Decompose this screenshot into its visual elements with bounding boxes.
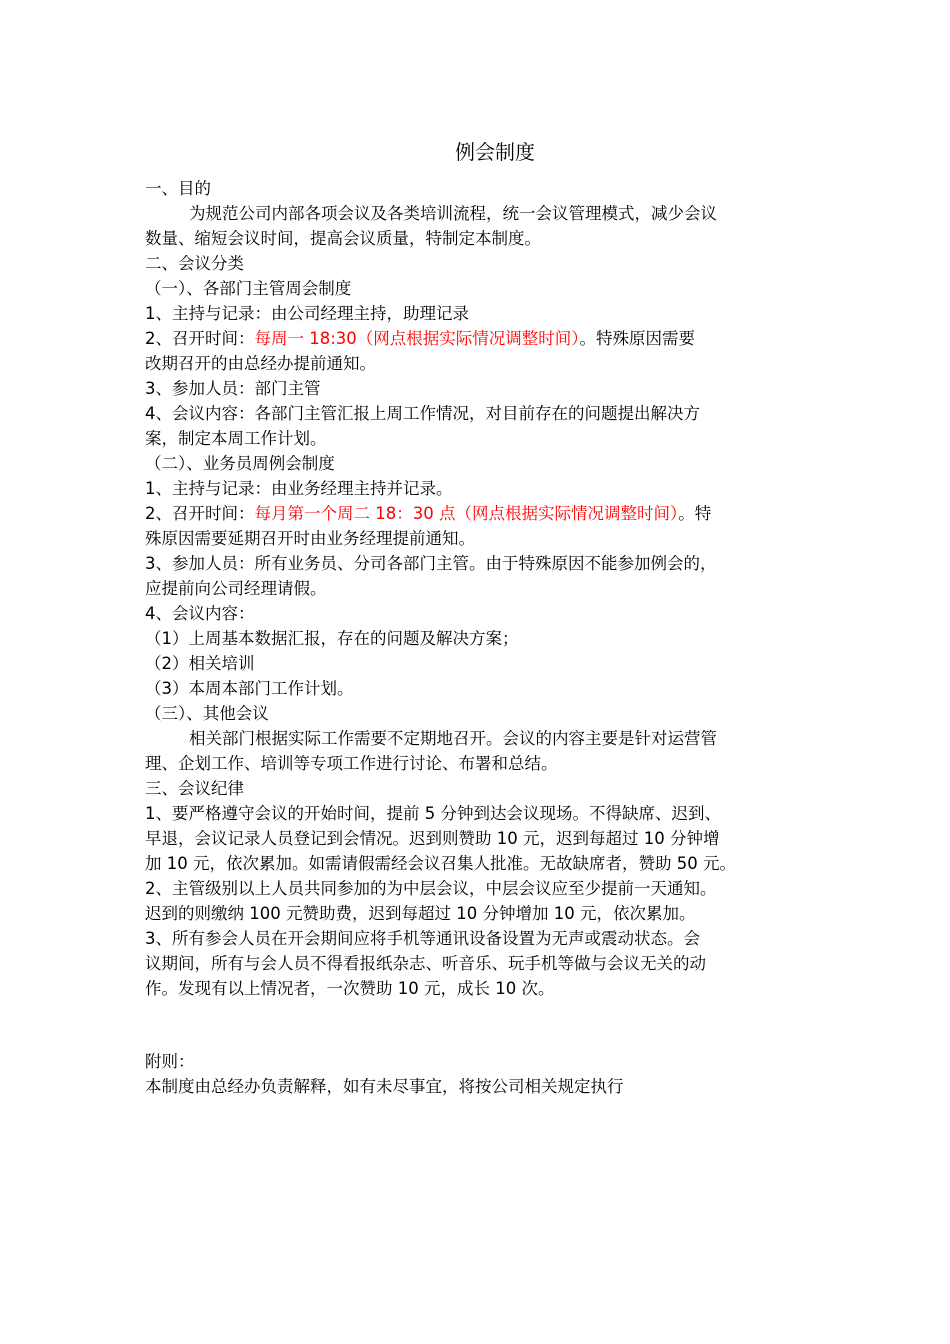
text-span: 。特殊原因需要 <box>579 329 696 348</box>
paragraph-line: 议期间，所有与会人员不得看报纸杂志、听音乐、玩手机等做与会议无关的动 <box>145 954 706 973</box>
paragraph-line <box>145 326 815 351</box>
document-page <box>145 138 815 1099</box>
paragraph-line: 改期召开的由总经办提前通知。 <box>145 354 376 373</box>
paragraph-line: 殊原因需要延期召开时由业务经理提前通知。 <box>145 529 475 548</box>
text-span: 。特 <box>678 504 712 523</box>
paragraph-line: 案，制定本周工作计划。 <box>145 429 327 448</box>
subsection-heading: （二）、业务员周例会制度 <box>145 454 335 473</box>
spacer <box>145 1001 815 1049</box>
document-title: 例会制度 <box>455 140 535 164</box>
paragraph-line <box>145 501 815 526</box>
paragraph-line: 迟到的则缴纳 100 元赞助费，迟到每超过 10 分钟增加 10 元，依次累加。 <box>145 904 696 923</box>
paragraph-line: 为规范公司内部各项会议及各类培训流程，统一会议管理模式，减少会议 <box>189 204 717 223</box>
section-heading-categories: 二、会议分类 <box>145 254 244 273</box>
highlighted-time: 每月第一个周二 18：30 点（网点根据实际情况调整时间） <box>254 504 679 523</box>
paragraph-line: 1、主持与记录：由业务经理主持并记录。 <box>145 479 453 498</box>
section-heading-discipline: 三、会议纪律 <box>145 779 244 798</box>
paragraph-line: 数量、缩短会议时间，提高会议质量，特制定本制度。 <box>145 229 541 248</box>
paragraph-line: 相关部门根据实际工作需要不定期地召开。会议的内容主要是针对运营管 <box>189 729 717 748</box>
list-item: （1）上周基本数据汇报，存在的问题及解决方案； <box>145 629 519 648</box>
paragraph-line: 4、会议内容： <box>145 604 255 623</box>
paragraph-line: 2、主管级别以上人员共同参加的为中层会议，中层会议应至少提前一天通知。 <box>145 879 717 898</box>
paragraph-line: 4、会议内容：各部门主管汇报上周工作情况，对目前存在的问题提出解决方 <box>145 404 700 423</box>
text-span: 2、召开时间： <box>145 504 255 523</box>
paragraph-line: 1、主持与记录：由公司经理主持，助理记录 <box>145 304 469 323</box>
paragraph-line: 应提前向公司经理请假。 <box>145 579 327 598</box>
subsection-heading: （一）、各部门主管周会制度 <box>145 279 352 298</box>
text-span: 2、召开时间： <box>145 329 255 348</box>
section-heading-purpose: 一、目的 <box>145 179 211 198</box>
paragraph-line: 作。发现有以上情况者，一次赞助 10 元，成长 10 次。 <box>145 979 555 998</box>
paragraph-line: 加 10 元，依次累加。如需请假需经会议召集人批准。无故缺席者，赞助 50 元。 <box>145 854 736 873</box>
subsection-heading: （三）、其他会议 <box>145 704 269 723</box>
paragraph-line: 理、企划工作、培训等专项工作进行讨论、布署和总结。 <box>145 754 558 773</box>
highlighted-time: 每周一 18:30（网点根据实际情况调整时间） <box>254 329 580 348</box>
paragraph-line: 3、所有参会人员在开会期间应将手机等通讯设备设置为无声或震动状态。会 <box>145 929 700 948</box>
appendix-heading: 附则： <box>145 1052 195 1071</box>
paragraph-line: 本制度由总经办负责解释，如有未尽事宜，将按公司相关规定执行 <box>145 1077 624 1096</box>
paragraph-line: 1、要严格遵守会议的开始时间，提前 5 分钟到达会议现场。不得缺席、迟到、 <box>145 804 721 823</box>
paragraph-line: 早退，会议记录人员登记到会情况。迟到则赞助 10 元，迟到每超过 10 分钟增 <box>145 829 720 848</box>
list-item: （3）本周本部门工作计划。 <box>145 679 354 698</box>
paragraph-line: 3、参加人员：所有业务员、分司各部门主管。由于特殊原因不能参加例会的， <box>145 554 717 573</box>
list-item: （2）相关培训 <box>145 654 255 673</box>
paragraph-line: 3、参加人员：部门主管 <box>145 379 321 398</box>
